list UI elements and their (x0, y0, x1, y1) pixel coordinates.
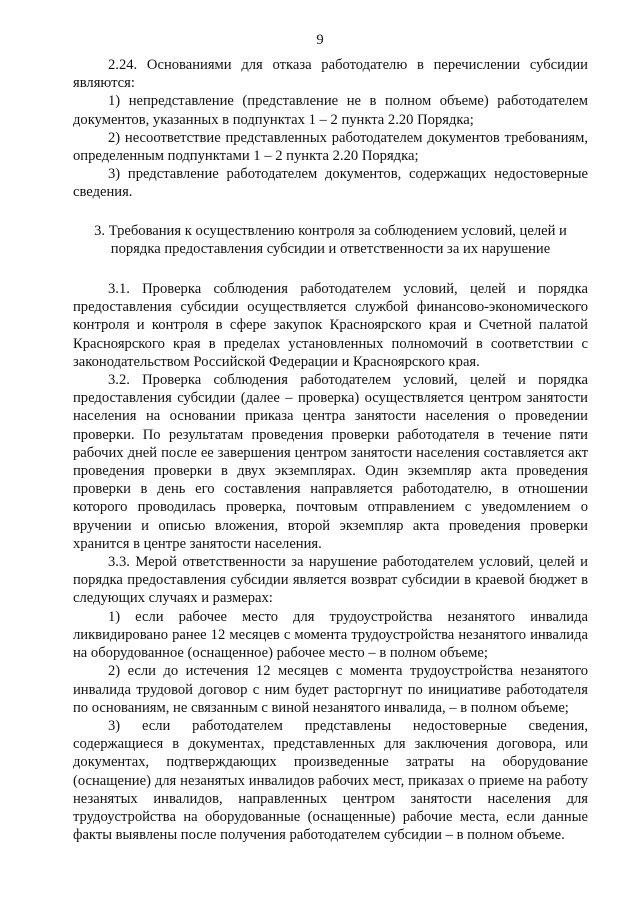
paragraph-3-3-case-1: 1) если рабочее место для трудоустройства незанятого инвалида ликвидировано ранее 12 месяцев с момента трудоустройства незанятого инвалида на оборудованное (оснащенное) рабочее место – в полном объеме; (73, 608, 588, 662)
paragraph-3-2: 3.2. Проверка соблюдения работодателем условий, целей и порядка предоставления субсидии (далее – проверка) осуществляется центром занятости населения на основании приказа центра занятости населения о проведении проверки. По результатам проведения проверки работодателя в течение пяти рабочих дней после ее завершения центром занятости населения составляется акт проведения проверки в двух экземплярах. Один экземпляр акта проведения проверки в день его составления направляется работодателю, в отношении которого проводилась проверка, почтовым отправлением с уведомлением о вручении и описью вложения, второй экземпляр акта проведения проверки хранится в центре занятости населения. (73, 372, 588, 552)
paragraph-2-24-item-1: 1) непредставление (представление не в полном объеме) работодателем документов, указанных в подпунктах 1 – 2 пункта 2.20 Порядка; (73, 93, 588, 128)
paragraph-3-3-case-3: 3) если работодателем представлены недостоверные сведения, содержащиеся в документах, представленных для заключения договора, или документах, подтверждающих произведенные затраты на оборудование (оснащение) для незанятых инвалидов рабочих мест, приказах о приеме на работу незанятых инвалидов, направленных центром занятости населения для трудоустройства на оборудованные (оснащенные) рабочие места, если данные факты выявлены после получения работодателем субсидии – в полном объеме. (73, 717, 588, 844)
paragraph-2-24-item-2: 2) несоответствие представленных работодателем документов требованиям, определенным подпунктами 1 – 2 пункта 2.20 Порядка; (73, 129, 588, 165)
section-3-heading: 3. Требования к осуществлению контроля за соблюдением условий, целей и порядка предоставления субсидии и ответственности за их нарушение (94, 222, 567, 257)
document-body (73, 56, 588, 844)
paragraph-3-3: 3.3. Мерой ответственности за нарушение работодателем условий, целей и порядка предоставления субсидии является возврат субсидии в краевой бюджет в следующих случаях и размерах: (73, 554, 588, 607)
paragraph-2-24-item-3: 3) представление работодателем документов, содержащих недостоверные сведения. (73, 166, 588, 201)
page-number: 9 (316, 32, 324, 48)
paragraph-2-24-intro: 2.24. Основаниями для отказа работодателю в перечислении субсидии являются: (73, 57, 588, 92)
paragraph-3-1: 3.1. Проверка соблюдения работодателем условий, целей и порядка предоставления субсидии осуществляется службой финансово-экономического контроля и контроля в сфере закупок Красноярского края и Счетной палатой Красноярского края в пределах установленных полномочий в соответствии с законодательством Российской Федерации и Красноярского края. (73, 281, 588, 370)
paragraph-3-3-case-2: 2) если до истечения 12 месяцев с момента трудоустройства незанятого инвалида трудовой договор с ним будет расторгнут по инициативе работодателя по основаниям, не связанным с виной незанятого инвалида, – в полном объеме; (73, 663, 588, 716)
